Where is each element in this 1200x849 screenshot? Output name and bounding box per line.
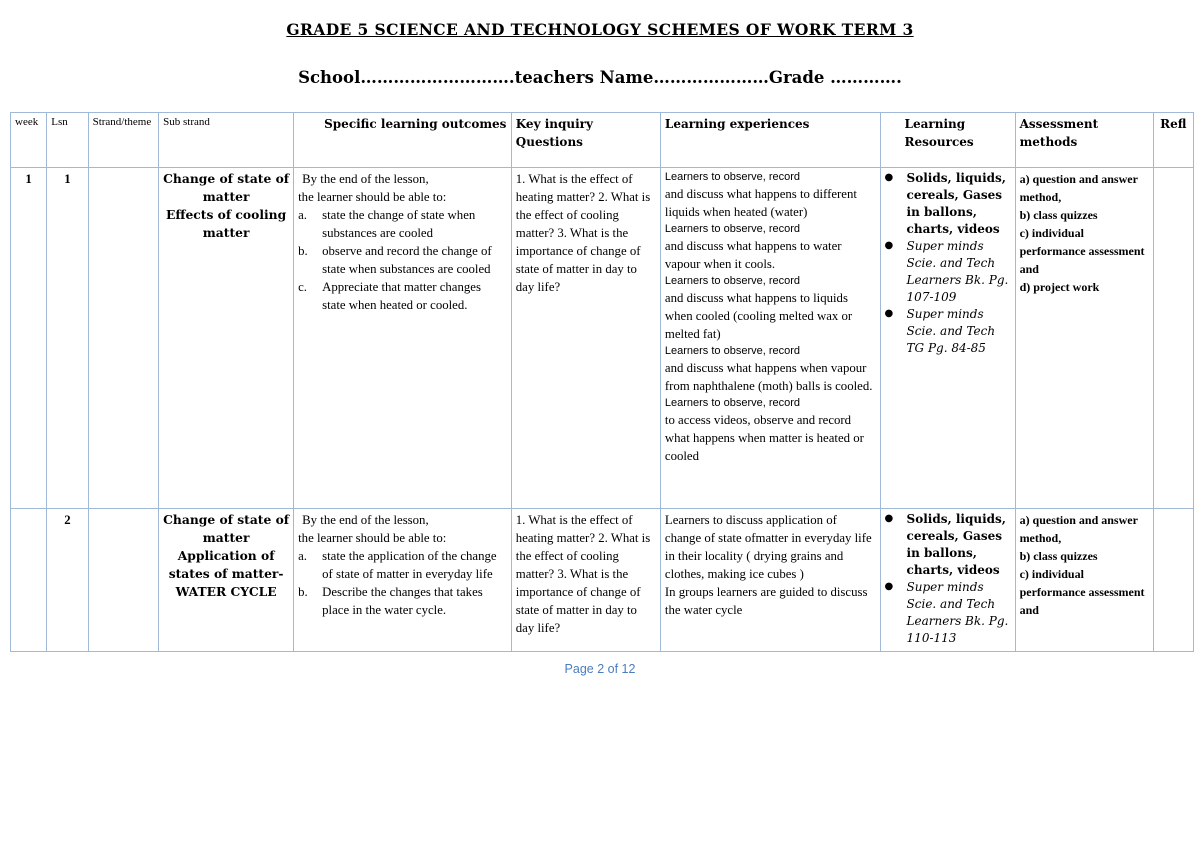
list-item: a. state the application of the change of state of matter in everyday life bbox=[298, 549, 497, 581]
sub-strand-title: Change of state of matter bbox=[163, 171, 290, 204]
list-item: b. Describe the changes that takes place in the water cycle. bbox=[298, 585, 483, 617]
experience-text: and discuss what happens to liquids when cooled (cooling melted wax or melted fat) bbox=[664, 291, 853, 341]
header-sub-strand: Sub strand bbox=[159, 113, 294, 168]
sub-strand-cell bbox=[159, 168, 294, 509]
assessment-cell bbox=[1015, 509, 1153, 652]
week-cell: 1 bbox=[11, 168, 47, 509]
list-item: c. Appreciate that matter changes state when heated or cooled. bbox=[298, 280, 481, 312]
outcomes-cell bbox=[294, 509, 512, 652]
resource-list bbox=[885, 511, 1011, 647]
experiences-cell bbox=[660, 509, 880, 652]
page-number: Page 2 of 12 bbox=[564, 662, 636, 676]
list-item: a. state the change of state when substances are cooled bbox=[298, 208, 476, 240]
sub-strand-topic: Application of states of matter-WATER CYCLE bbox=[168, 548, 284, 599]
resource-list bbox=[885, 170, 1011, 357]
outcomes-cell bbox=[294, 168, 512, 509]
questions-cell: 1. What is the effect of heating matter? 2. What is the effect of cooling matter? 3. What is the importance of change of state of matter in day to day life? bbox=[511, 168, 660, 509]
header-refl: Refl bbox=[1153, 113, 1193, 168]
experience-lead: Learners to observe, record bbox=[664, 171, 801, 183]
scheme-table bbox=[10, 112, 1194, 652]
document-title: GRADE 5 SCIENCE AND TECHNOLOGY SCHEMES OF WORK TERM 3 bbox=[286, 20, 914, 39]
experience-text: and discuss what happens to different liquids when heated (water) bbox=[664, 187, 857, 219]
assessment-item: b) class quizzes bbox=[1019, 549, 1098, 563]
refl-cell bbox=[1153, 168, 1193, 509]
outcome-list bbox=[298, 206, 507, 314]
experiences-cell bbox=[660, 168, 880, 509]
assessment-item: c) individual performance assessment and bbox=[1019, 567, 1145, 617]
lesson-cell: 1 bbox=[47, 168, 88, 509]
resources-cell bbox=[880, 168, 1015, 509]
document-subtitle: School……………………….teachers Name…………………Grade …………. bbox=[298, 68, 902, 87]
header-experiences: Learning experiences bbox=[660, 113, 880, 168]
assessment-item: b) class quizzes bbox=[1019, 208, 1098, 222]
outcome-intro: By the end of the lesson, bbox=[302, 172, 429, 186]
refl-cell bbox=[1153, 509, 1193, 652]
bullet-icon: ● bbox=[884, 240, 894, 251]
assessment-item: c) individual performance assessment and bbox=[1019, 226, 1145, 276]
outcome-list bbox=[298, 547, 507, 619]
list-item: ● Solids, liquids, cereals, Gases in ballons, charts, videos bbox=[884, 512, 1006, 577]
experience-text: In groups learners are guided to discuss the water cycle bbox=[664, 585, 868, 617]
experience-text: and discuss what happens to water vapour when it cools. bbox=[664, 239, 842, 271]
header-assessment: Assessment methods bbox=[1015, 113, 1153, 168]
outcome-intro: the learner should be able to: bbox=[298, 190, 447, 204]
week-cell bbox=[11, 509, 47, 652]
outcome-intro: the learner should be able to: bbox=[298, 531, 447, 545]
experience-lead: Learners to observe, record bbox=[664, 223, 801, 235]
list-item: b. observe and record the change of state when substances are cooled bbox=[298, 244, 492, 276]
resources-cell bbox=[880, 509, 1015, 652]
header-questions: Key inquiry Questions bbox=[511, 113, 660, 168]
experience-text: to access videos, observe and record what happens when matter is heated or cooled bbox=[664, 413, 864, 463]
assessment-item: a) question and answer method, bbox=[1019, 513, 1138, 545]
bullet-icon: ● bbox=[884, 308, 894, 319]
questions-cell: 1. What is the effect of heating matter? 2. What is the effect of cooling matter? 3. What is the importance of change of state of matter in day to day life? bbox=[511, 509, 660, 652]
header-resources: Learning Resources bbox=[880, 113, 1015, 168]
list-item: ● Super minds Scie. and Tech Learners Bk. Pg. 107-109 bbox=[884, 239, 1009, 304]
sub-strand-topic: Effects of cooling matter bbox=[166, 207, 287, 240]
bullet-icon: ● bbox=[884, 581, 894, 592]
experience-lead: Learners to observe, record bbox=[664, 397, 801, 409]
assessment-item: a) question and answer method, bbox=[1019, 172, 1138, 204]
strand-cell bbox=[88, 509, 159, 652]
strand-cell bbox=[88, 168, 159, 509]
list-item: ● Super minds Scie. and Tech Learners Bk. Pg. 110-113 bbox=[884, 580, 1009, 645]
list-item: ● Solids, liquids, cereals, Gases in ballons, charts, videos bbox=[884, 171, 1006, 236]
bullet-icon: ● bbox=[884, 172, 894, 183]
experience-text: Learners to discuss application of change of state ofmatter in everyday life in their locality ( drying grains and clothes, making ice cubes ) bbox=[664, 513, 872, 581]
outcome-intro: By the end of the lesson, bbox=[302, 513, 429, 527]
experience-text: and discuss what happens when vapour from naphthalene (moth) balls is cooled. bbox=[664, 361, 873, 393]
header-lsn: Lsn bbox=[47, 113, 88, 168]
header-week: week bbox=[11, 113, 47, 168]
experience-lead: Learners to observe, record bbox=[664, 345, 801, 357]
header-outcomes: Specific learning outcomes bbox=[294, 113, 512, 168]
table-header-row bbox=[11, 113, 1194, 168]
bullet-icon: ● bbox=[884, 513, 894, 524]
table-row bbox=[11, 168, 1194, 509]
experience-lead: Learners to observe, record bbox=[664, 275, 801, 287]
sub-strand-title: Change of state of matter bbox=[163, 512, 290, 545]
list-item: ● Super minds Scie. and Tech TG Pg. 84-85 bbox=[884, 307, 996, 355]
header-strand: Strand/theme bbox=[88, 113, 159, 168]
table-row bbox=[11, 509, 1194, 652]
assessment-cell bbox=[1015, 168, 1153, 509]
lesson-cell: 2 bbox=[47, 509, 88, 652]
sub-strand-cell bbox=[159, 509, 294, 652]
assessment-item: d) project work bbox=[1019, 280, 1100, 294]
